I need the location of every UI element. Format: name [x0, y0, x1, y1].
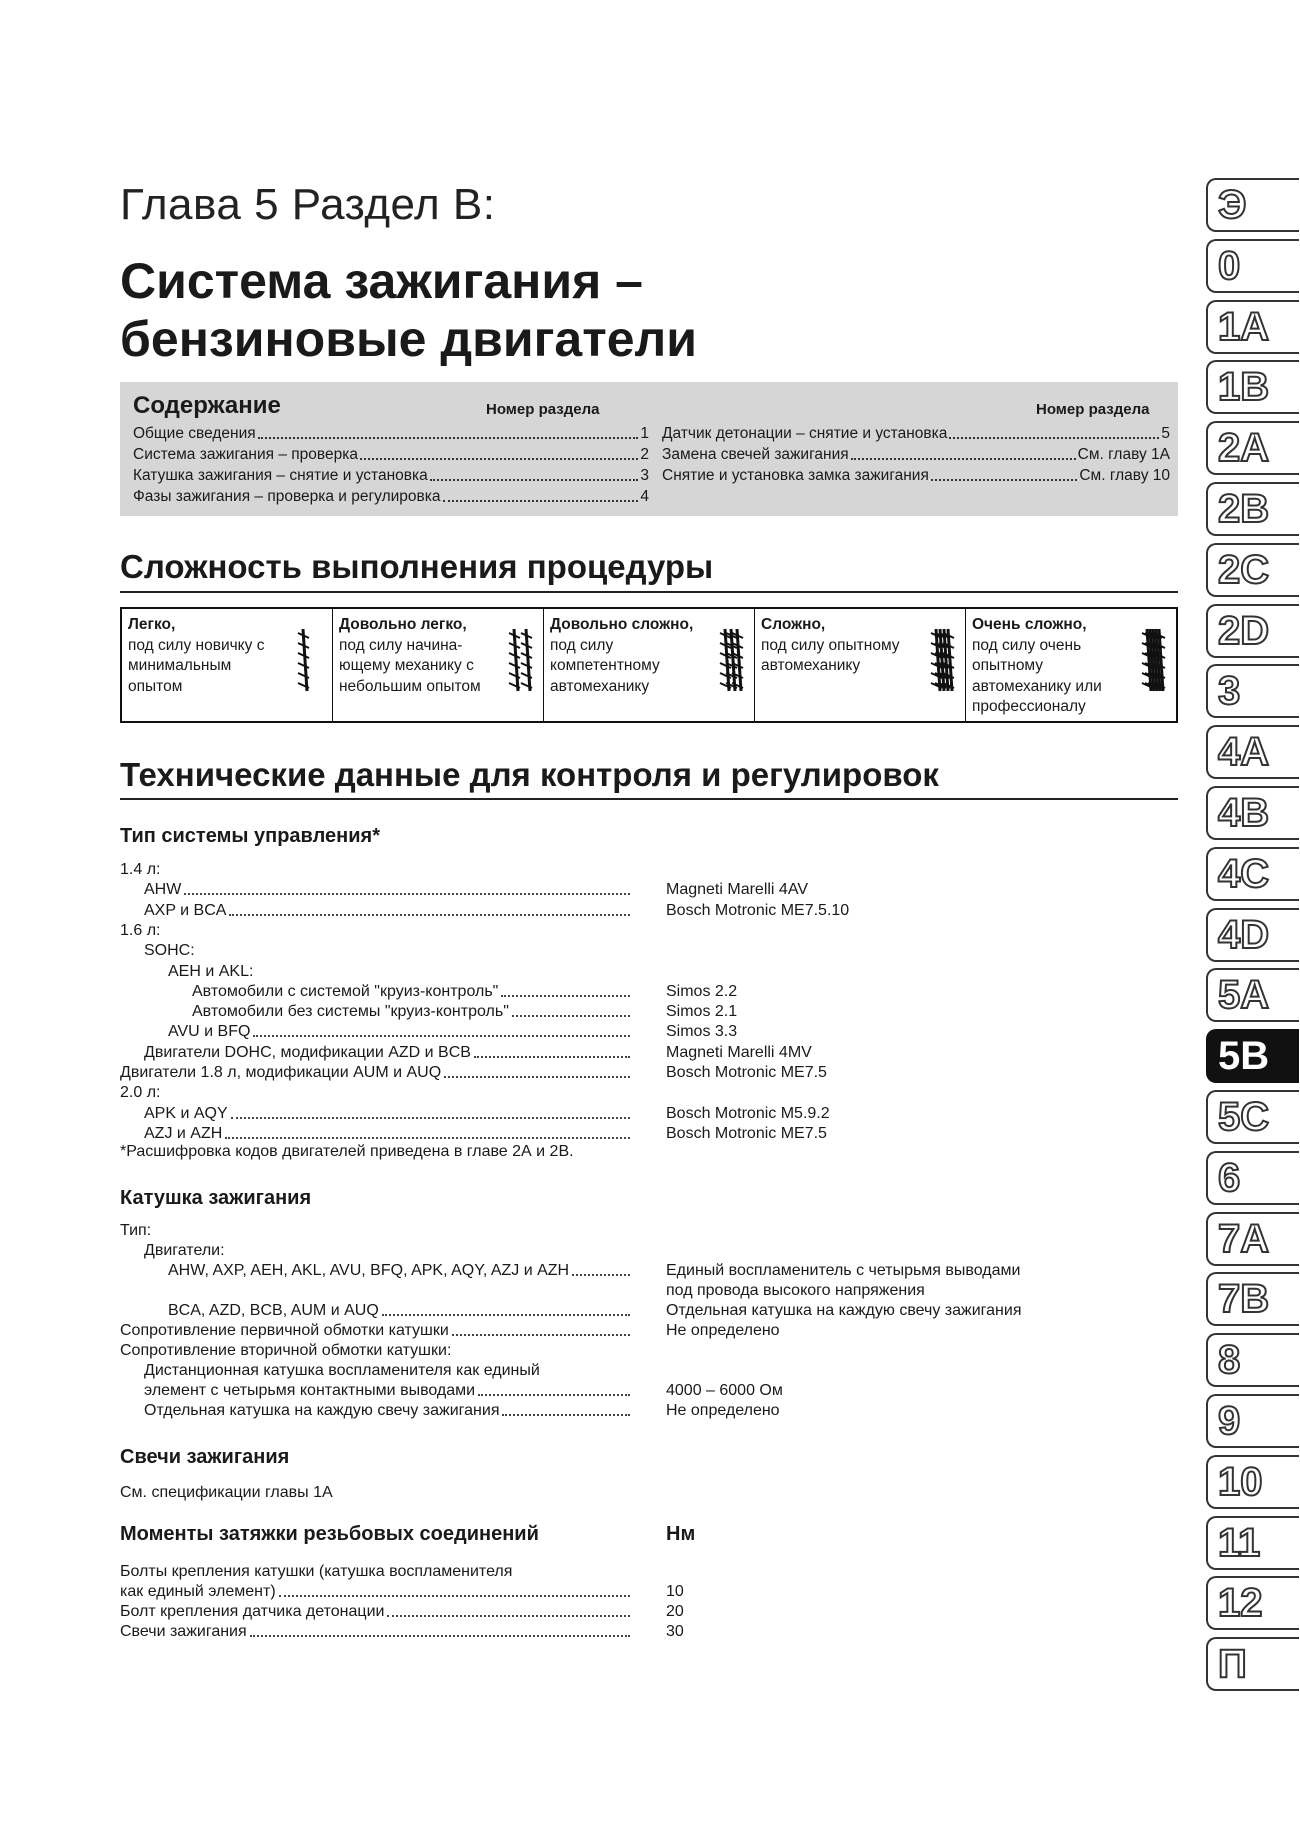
wrench-icon — [294, 621, 324, 699]
chapter-tab[interactable]: 2D — [1206, 604, 1299, 658]
dot-leader — [231, 1104, 630, 1119]
dot-leader — [443, 486, 639, 502]
chapter-tab[interactable]: Э — [1206, 178, 1299, 232]
dot-leader — [931, 465, 1077, 481]
spec-row — [168, 1261, 633, 1281]
toc-item[interactable] — [662, 423, 1170, 444]
dot-leader — [478, 1381, 630, 1396]
dot-leader — [572, 1261, 630, 1276]
toc-item-number: См. главу 10 — [1079, 467, 1170, 484]
section-divider — [120, 798, 1178, 800]
spec-row — [120, 1582, 633, 1602]
difficulty-level-2 — [333, 609, 544, 721]
spec-label: AEH и AKL: — [168, 962, 254, 980]
toc-item-number: 2 — [640, 446, 649, 463]
spec-row — [192, 1002, 633, 1022]
dot-leader — [253, 1022, 630, 1037]
chapter-tab[interactable]: 2B — [1206, 482, 1299, 536]
chapter-tab[interactable]: 0 — [1206, 239, 1299, 293]
secondary-resistance-label: Сопротивление вторичной обмотки катушки: — [120, 1342, 452, 1359]
spec-row — [120, 860, 160, 880]
spark-plugs-heading: Свечи зажигания — [120, 1446, 290, 1468]
wrench-icon — [505, 621, 535, 699]
dot-leader — [258, 423, 639, 439]
toc-item-label: Датчик детонации – снятие и установка — [662, 425, 948, 442]
spec-label: Болт крепления датчика детонации — [120, 1603, 385, 1620]
chapter-tab[interactable]: 3 — [1206, 664, 1299, 718]
difficulty-heading: Сложность выполнения процедуры — [120, 548, 714, 585]
spec-value: 4000 – 6000 Ом — [666, 1382, 783, 1399]
chapter-tab[interactable]: 1A — [1206, 300, 1299, 354]
spec-row — [120, 1063, 633, 1083]
coil-engines-label: Двигатели: — [144, 1242, 225, 1259]
dot-leader — [474, 1043, 630, 1058]
spec-label: 1.4 л: — [120, 861, 161, 878]
spec-label: AXP и BCA — [144, 901, 227, 919]
spec-label: Двигатели 1.8 л, модификации AUM и AUQ — [120, 1064, 442, 1081]
toc-item-label: Система зажигания – проверка — [133, 446, 358, 463]
toc-item-number: 1 — [640, 425, 649, 442]
spec-value: Единый воспламенитель с четырьмя выводами — [666, 1262, 1021, 1279]
difficulty-level-title: Довольно легко, — [339, 616, 467, 633]
chapter-tab[interactable]: 8 — [1206, 1333, 1299, 1387]
spec-label: 1.6 л: — [120, 921, 161, 939]
dot-leader — [444, 1063, 630, 1078]
section-number-heading-left: Номер раздела — [486, 401, 600, 418]
spec-value: 30 — [666, 1623, 684, 1640]
dot-leader — [225, 1124, 630, 1139]
difficulty-level-4 — [755, 609, 966, 721]
dot-leader — [382, 1301, 630, 1316]
difficulty-scale — [120, 607, 1178, 723]
spec-value: 20 — [666, 1603, 684, 1620]
chapter-tab[interactable]: 11 — [1206, 1516, 1299, 1570]
spec-label: Двигатели DOHC, модификации AZD и BCB — [144, 1043, 471, 1061]
spec-row — [120, 1321, 633, 1341]
chapter-tab[interactable]: 6 — [1206, 1151, 1299, 1205]
chapter-tab[interactable]: 10 — [1206, 1455, 1299, 1509]
spec-row — [144, 1124, 633, 1144]
spec-label: AHW — [144, 881, 182, 899]
spec-value: Magneti Marelli 4AV — [666, 881, 808, 899]
spec-row — [168, 1301, 633, 1321]
toc-item-number: 4 — [640, 488, 649, 505]
toc-item-label: Снятие и установка замка зажигания — [662, 467, 929, 484]
spec-row — [144, 1381, 633, 1401]
spec-label: BCA, AZD, BCB, AUM и AUQ — [168, 1302, 379, 1319]
spec-value: Отдельная катушка на каждую свечу зажигания — [666, 1302, 1022, 1319]
toc-item[interactable] — [662, 465, 1170, 486]
spark-plugs-text: См. спецификации главы 1А — [120, 1484, 333, 1501]
spec-label: SOHC: — [144, 942, 195, 960]
torque-unit: Нм — [666, 1523, 696, 1545]
toc-item-number: См. главу 1A — [1077, 446, 1170, 463]
spec-row — [168, 962, 253, 982]
spec-label: Сопротивление первичной обмотки катушки — [120, 1322, 449, 1339]
spec-label: 2.0 л: — [120, 1084, 161, 1102]
difficulty-level-title: Легко, — [128, 616, 176, 633]
torque-heading: Моменты затяжки резьбовых соединений — [120, 1523, 539, 1545]
chapter-tab[interactable]: 4C — [1206, 847, 1299, 901]
spec-row — [144, 1104, 633, 1124]
spec-value: Не определено — [666, 1402, 780, 1419]
difficulty-level-desc: под силу начина-ющему механику с небольшим опытом — [339, 636, 481, 695]
toc-item[interactable] — [133, 423, 649, 444]
spec-value: Magneti Marelli 4MV — [666, 1043, 812, 1061]
chapter-title-line1: Система зажигания – — [120, 253, 643, 309]
dot-leader — [501, 982, 630, 997]
wrench-icon — [927, 621, 957, 699]
difficulty-level-title: Сложно, — [761, 616, 826, 633]
toc-item-label: Катушка зажигания – снятие и установка — [133, 467, 428, 484]
chapter-tab[interactable]: 1B — [1206, 360, 1299, 414]
chapter-tab[interactable]: 5A — [1206, 968, 1299, 1022]
spec-label: Болты крепления катушки (катушка воспламенителя — [120, 1563, 513, 1580]
contents-box — [120, 382, 1178, 516]
dot-leader — [949, 423, 1159, 439]
chapter-tab[interactable]: 5C — [1206, 1090, 1299, 1144]
spec-label: Дистанционная катушка воспламенителя как единый — [144, 1362, 540, 1379]
chapter-tab[interactable]: П — [1206, 1637, 1299, 1691]
toc-item-label: Замена свечей зажигания — [662, 446, 849, 463]
spec-value: Bosch Motronic ME7.5.10 — [666, 901, 850, 919]
dot-leader — [229, 901, 630, 916]
chapter-tab[interactable]: 12 — [1206, 1576, 1299, 1630]
spec-label: Автомобили с системой "круиз-контроль" — [192, 982, 499, 1000]
chapter-tab[interactable]: 9 — [1206, 1394, 1299, 1448]
difficulty-level-title: Очень сложно, — [972, 616, 1087, 633]
dot-leader — [452, 1321, 630, 1336]
spec-value: под провода высокого напряжения — [666, 1282, 925, 1299]
wrench-icon — [1138, 621, 1168, 699]
spec-row — [144, 901, 633, 921]
section-divider — [120, 591, 1178, 593]
contents-heading: Содержание — [133, 392, 281, 419]
chapter-tab[interactable]: 4B — [1206, 786, 1299, 840]
dot-leader — [184, 880, 630, 895]
dot-leader — [279, 1582, 630, 1597]
spec-row — [168, 1022, 633, 1042]
spec-value: Simos 2.2 — [666, 982, 738, 1000]
control-system-heading: Тип системы управления* — [120, 825, 380, 847]
toc-item-number: 3 — [640, 467, 649, 484]
spec-row — [144, 1043, 633, 1063]
chapter-tab[interactable]: 4A — [1206, 725, 1299, 779]
chapter-label: Глава 5 Раздел B: — [120, 180, 496, 229]
spec-label: AVU и BFQ — [168, 1023, 251, 1041]
dot-leader — [512, 1002, 630, 1017]
spec-row — [120, 1602, 633, 1622]
spec-label: Автомобили без системы "круиз-контроль" — [192, 1003, 509, 1021]
difficulty-level-desc: под силу опытному автомеханику — [761, 636, 900, 674]
spec-value: Bosch Motronic ME7.5 — [666, 1064, 827, 1081]
chapter-tab[interactable]: 7B — [1206, 1272, 1299, 1326]
chapter-tab[interactable]: 5B — [1206, 1029, 1299, 1083]
dot-leader — [360, 444, 638, 460]
spec-row — [144, 880, 633, 900]
toc-item-number: 5 — [1161, 425, 1170, 442]
coil-type-label: Тип: — [120, 1222, 152, 1239]
section-number-heading-right: Номер раздела — [1036, 401, 1150, 418]
toc-item[interactable] — [133, 486, 649, 507]
toc-item[interactable] — [133, 444, 649, 465]
tech-data-heading: Технические данные для контроля и регулировок — [120, 756, 939, 793]
chapter-tab[interactable]: 4D — [1206, 908, 1299, 962]
spec-value: Не определено — [666, 1322, 780, 1339]
spec-label: Отдельная катушка на каждую свечу зажигания — [144, 1402, 500, 1419]
spec-label: AZJ и AZH — [144, 1124, 223, 1142]
spec-row — [120, 1622, 633, 1642]
spec-row — [120, 1083, 160, 1103]
difficulty-level-title: Довольно сложно, — [550, 616, 694, 633]
spec-row — [144, 1401, 633, 1421]
difficulty-level-desc: под силу очень опытному автомеханику или профессионалу — [972, 636, 1102, 715]
chapter-tab[interactable]: 2A — [1206, 421, 1299, 475]
chapter-tab[interactable]: 2C — [1206, 543, 1299, 597]
spec-value: Bosch Motronic ME7.5 — [666, 1124, 827, 1142]
chapter-title-line2: бензиновые двигатели — [120, 311, 698, 367]
spec-value: 10 — [666, 1583, 684, 1600]
dot-leader — [250, 1622, 630, 1637]
spec-label: AHW, AXP, AEH, AKL, AVU, BFQ, APK, AQY, AZJ и AZH — [168, 1262, 570, 1279]
chapter-title — [120, 252, 697, 368]
wrench-icon — [716, 621, 746, 699]
toc-item[interactable] — [662, 444, 1170, 465]
ignition-coil-heading: Катушка зажигания — [120, 1187, 312, 1209]
spec-row — [120, 921, 160, 941]
difficulty-level-1 — [122, 609, 333, 721]
dot-leader — [502, 1401, 630, 1416]
dot-leader — [851, 444, 1076, 460]
spec-label: элемент с четырьмя контактными выводами — [144, 1382, 476, 1399]
engine-code-footnote: *Расшифровка кодов двигателей приведена в главе 2А и 2В. — [120, 1143, 574, 1160]
difficulty-level-desc: под силу компетентному автомеханику — [550, 636, 660, 695]
spec-value: Bosch Motronic M5.9.2 — [666, 1104, 830, 1122]
spec-row — [144, 941, 195, 961]
dot-leader — [387, 1602, 630, 1617]
difficulty-level-5 — [966, 609, 1176, 721]
spec-label: как единый элемент) — [120, 1583, 276, 1600]
dot-leader — [430, 465, 639, 481]
spec-label: Свечи зажигания — [120, 1623, 247, 1640]
spec-label: APK и AQY — [144, 1104, 228, 1122]
chapter-tab[interactable]: 7A — [1206, 1212, 1299, 1266]
spec-value: Simos 2.1 — [666, 1003, 738, 1021]
toc-item-label: Общие сведения — [133, 425, 256, 442]
spec-row — [192, 982, 633, 1002]
difficulty-level-3 — [544, 609, 755, 721]
difficulty-level-desc: под силу новичку с минимальным опытом — [128, 636, 265, 695]
spec-value: Simos 3.3 — [666, 1023, 738, 1041]
toc-item-label: Фазы зажигания – проверка и регулировка — [133, 488, 441, 505]
toc-item[interactable] — [133, 465, 649, 486]
